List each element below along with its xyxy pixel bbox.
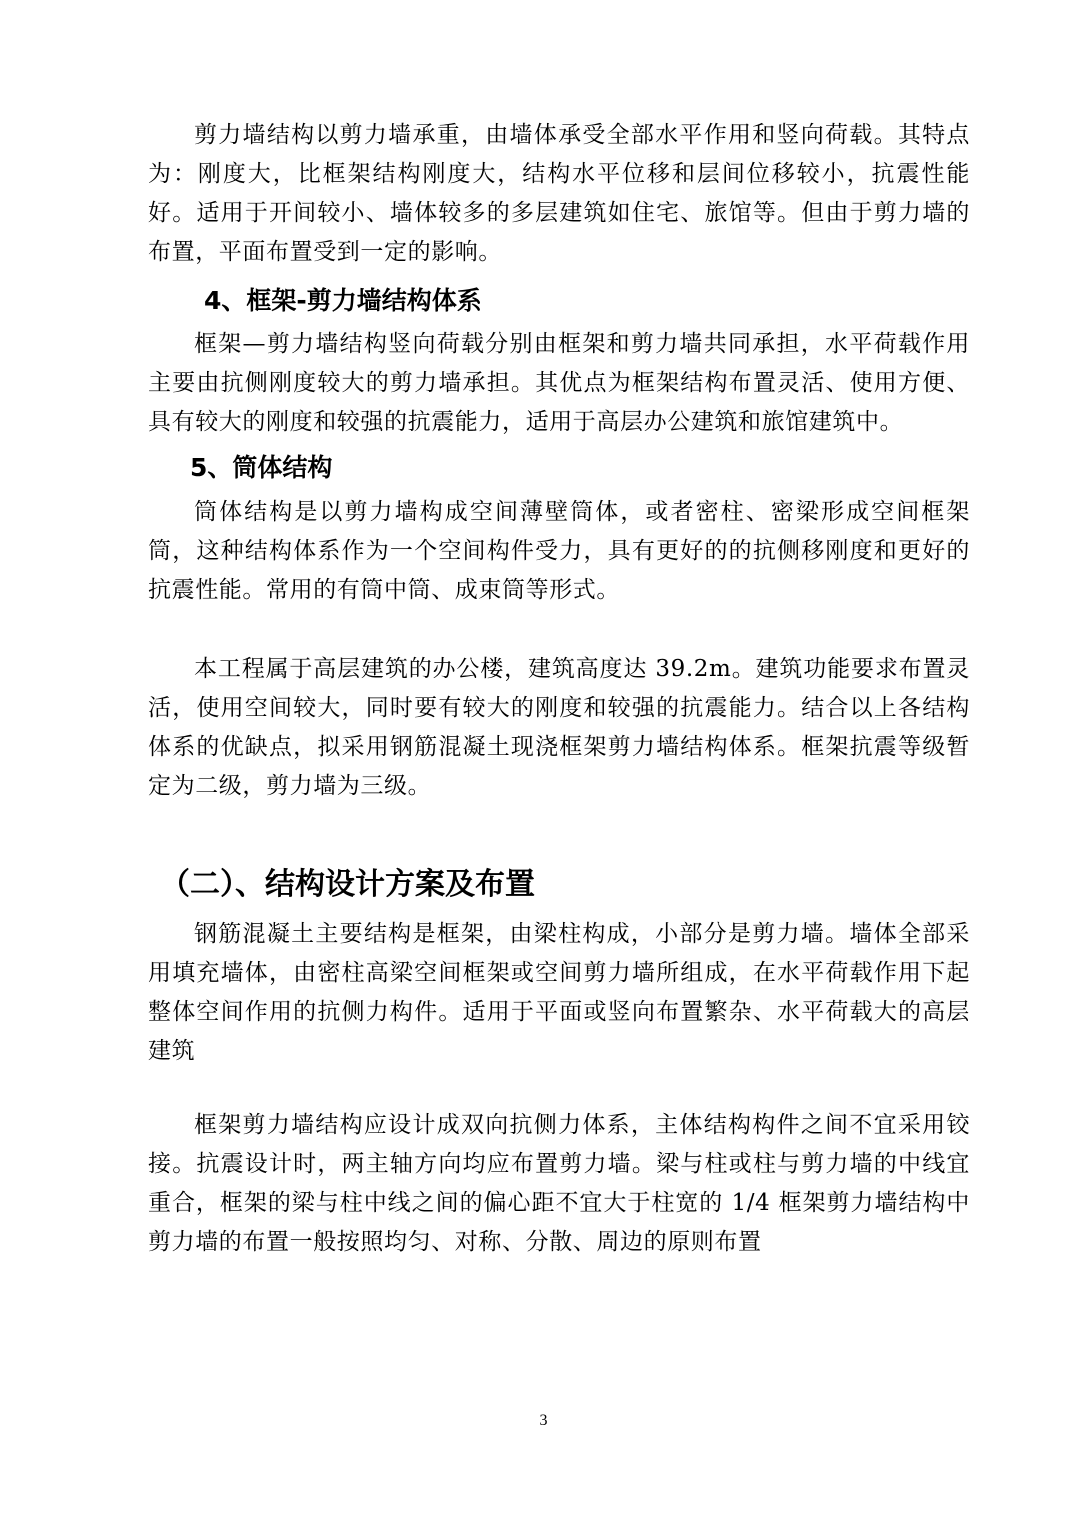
paragraph-frame-shear-wall: 框架—剪力墙结构竖向荷载分别由框架和剪力墙共同承担，水平荷载作用主要由抗侧刚度较大的剪力墙承担。其优点为框架结构布置灵活、使用方便、具有较大的刚度和较强的抗震能力，适用于高层办公建筑和旅馆建筑中。 <box>148 331 970 435</box>
heading-frame-shear-wall-system: 4、框架-剪力墙结构体系 <box>204 286 482 315</box>
heading-section-two: （二）、结构设计方案及布置 <box>160 867 535 902</box>
paragraph-tube: 筒体结构是以剪力墙构成空间薄壁筒体，或者密柱、密梁形成空间框架筒，这种结构体系作为一个空间构件受力，具有更好的的抗侧移刚度和更好的抗震性能。常用的有筒中筒、成束筒等形式。 <box>148 499 970 603</box>
paragraph-shear-wall: 剪力墙结构以剪力墙承重，由墙体承受全部水平作用和竖向荷载。其特点为：刚度大，比框架结构刚度大，结构水平位移和层间位移较小，抗震性能好。适用于开间较小、墙体较多的多层建筑如住宅、旅馆等。但由于剪力墙的布置，平面布置受到一定的影响。 <box>148 122 970 265</box>
paragraph-rc-main: 钢筋混凝土主要结构是框架，由梁柱构成，小部分是剪力墙。墙体全部采用填充墙体，由密柱高梁空间框架或空间剪力墙所组成，在水平荷载作用下起整体空间作用的抗侧力构件。适用于平面或竖向布置繁杂、水平荷载大的高层建筑 <box>148 921 970 1064</box>
paragraph-project: 本工程属于高层建筑的办公楼，建筑高度达 39.2m。建筑功能要求布置灵活，使用空间较大，同时要有较大的刚度和较强的抗震能力。结合以上各结构体系的优缺点，拟采用钢筋混凝土现浇框架剪力墙结构体系。框架抗震等级暂定为二级，剪力墙为三级。 <box>148 656 970 799</box>
heading-tube-structure: 5、筒体结构 <box>190 453 333 482</box>
page-number: 3 <box>539 1412 548 1429</box>
paragraph-layout-rules: 框架剪力墙结构应设计成双向抗侧力体系，主体结构构件之间不宜采用铰接。抗震设计时，两主轴方向均应布置剪力墙。梁与柱或柱与剪力墙的中线宜重合，框架的梁与柱中线之间的偏心距不宜大于柱宽的 1/4 框架剪力墙结构中剪力墙的布置一般按照均匀、对称、分散、周边的原则布置 <box>148 1112 970 1255</box>
